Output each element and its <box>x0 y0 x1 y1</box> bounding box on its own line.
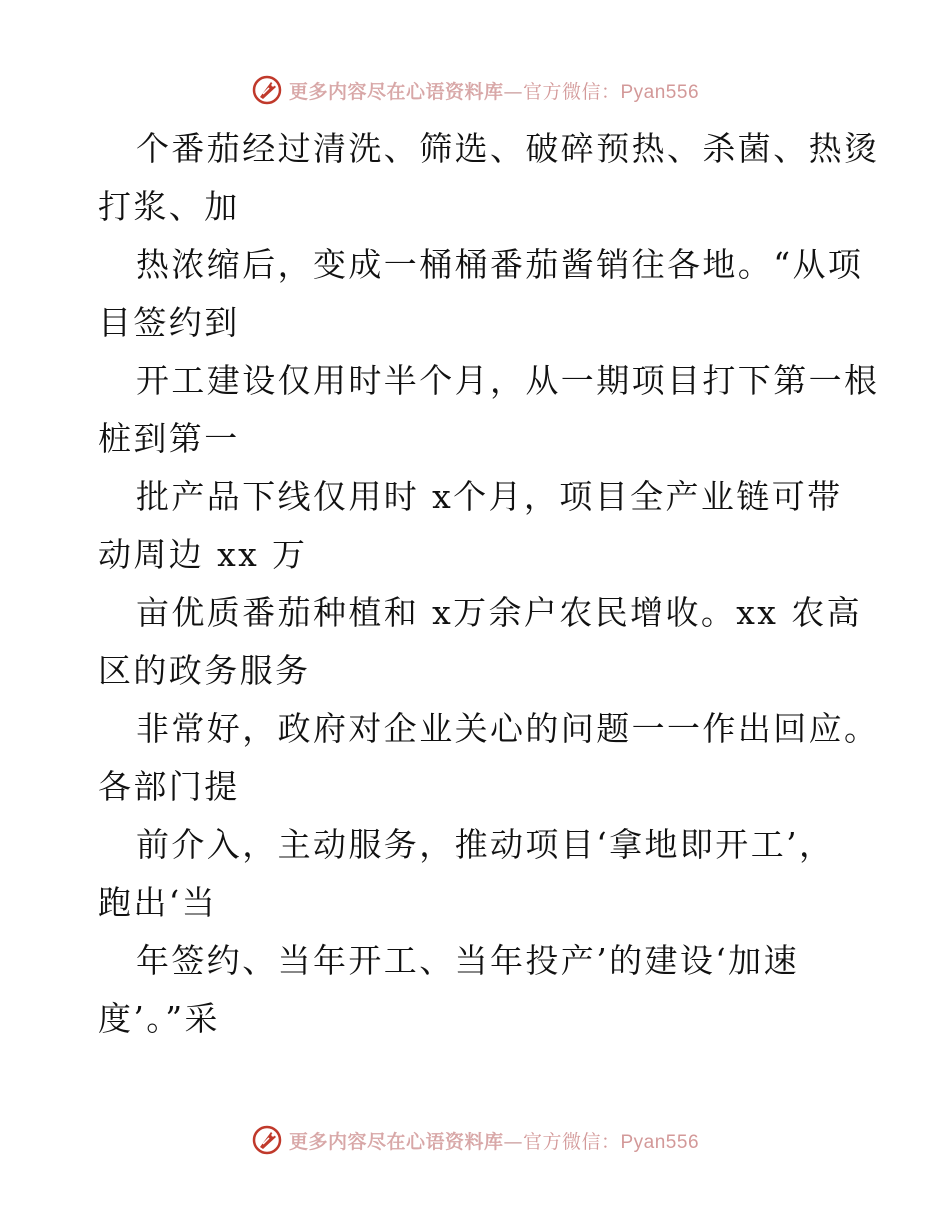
text-line: 区的政务服务 <box>98 651 311 690</box>
text-line: 非常好，政府对企业关心的问题一一作出回应。 <box>136 709 880 748</box>
text-line: 桩到第一 <box>98 419 240 458</box>
header-site-text: 更多内容尽在心语资料库 <box>288 80 504 103</box>
text-line: 度’。”采 <box>98 999 220 1038</box>
text-line: 动周边 xx 万 <box>98 535 308 574</box>
text-line: 年签约、当年开工、当年投产’的建设‘加速 <box>136 941 799 980</box>
footer-contact-text: 官方微信：Pyan556 <box>523 1131 700 1153</box>
text-line: 批产品下线仅用时 x个月，项目全产业链可带 <box>136 477 843 516</box>
text-line: 各部门提 <box>98 767 240 806</box>
header-contact-text: 官方微信：Pyan556 <box>523 81 700 103</box>
footer-watermark-text <box>289 1127 699 1154</box>
body-text <box>98 120 880 1048</box>
text-line: 个番茄经过清洗、筛选、破碎预热、杀菌、热烫 <box>136 129 880 168</box>
text-line: 开工建设仅用时半个月，从一期项目打下第一根 <box>136 361 880 400</box>
text-line: 亩优质番茄种植和 x万余户农民增收。xx 农高 <box>136 593 863 632</box>
text-line: 热浓缩后，变成一桶桶番茄酱销往各地。“从项 <box>136 245 864 284</box>
text-line: 跑出‘当 <box>98 883 218 922</box>
footer-banner <box>0 1120 950 1160</box>
header-banner <box>0 70 950 110</box>
header-watermark-text <box>289 77 699 104</box>
pen-nib-logo-icon <box>251 74 283 106</box>
text-line: 前介入，主动服务，推动项目‘拿地即开工’， <box>136 825 835 864</box>
footer-site-text: 更多内容尽在心语资料库 <box>288 1130 504 1153</box>
footer-separator: — <box>503 1130 523 1153</box>
header-separator: — <box>503 80 523 103</box>
text-line: 目签约到 <box>98 303 240 342</box>
text-line: 打浆、加 <box>98 187 240 226</box>
pen-nib-logo-icon <box>251 1124 283 1156</box>
